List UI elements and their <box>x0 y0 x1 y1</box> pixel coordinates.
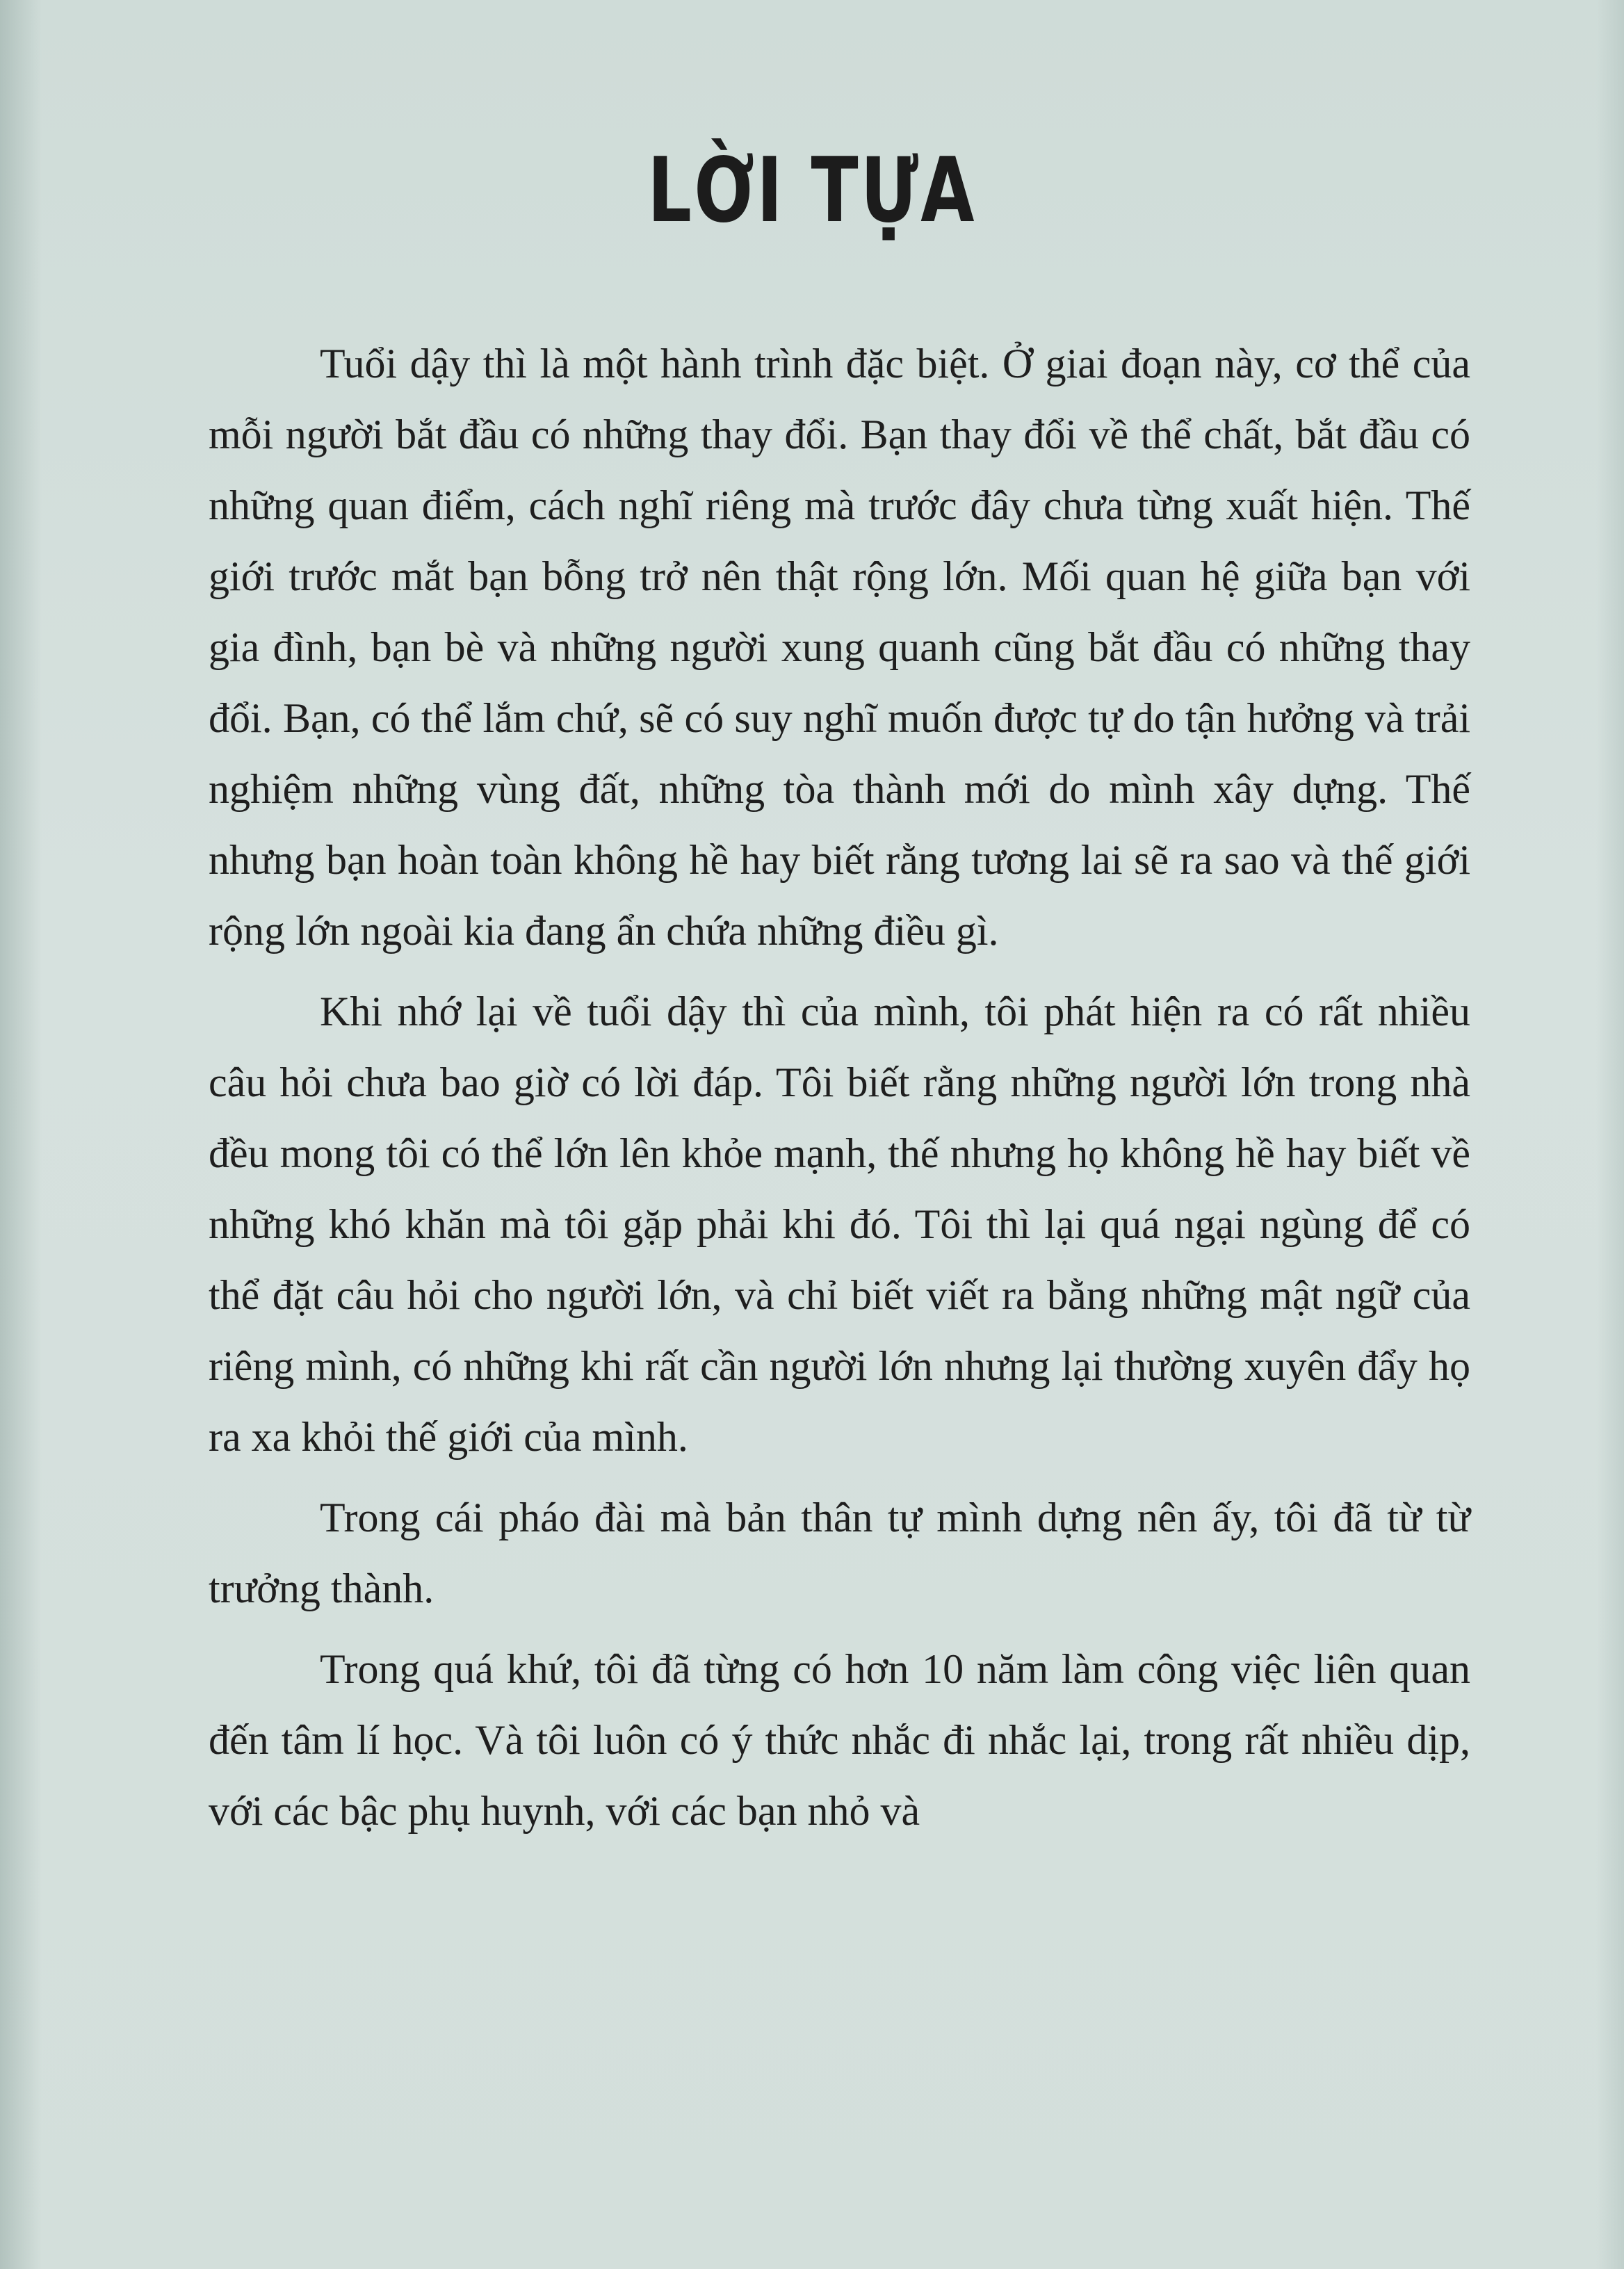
paragraph-4: Trong quá khứ, tôi đã từng có hơn 10 năm làm công việc liên quan đến tâm lí học. Và tôi luôn có ý thức nhắc đi nhắc lại, trong rất nhiều dịp, với các bậc phụ huynh, với các bạn nhỏ và <box>209 1646 1470 1834</box>
paragraph-1: Tuổi dậy thì là một hành trình đặc biệt. Ở giai đoạn này, cơ thể của mỗi người bắt đầu có những thay đổi. Bạn thay đổi về thể chất, bắt đầu có những quan điểm, cách nghĩ riêng mà trước đây chưa từng xuất hiện. Thế giới trước mắt bạn bỗng trở nên thật rộng lớn. Mối quan hệ giữa bạn với gia đình, bạn bè và những người xung quanh cũng bắt đầu có những thay đổi. Bạn, có thể lắm chứ, sẽ có suy nghĩ muốn được tự do tận hưởng và trải nghiệm những vùng đất, những tòa thành mới do mình xây dựng. Thế nhưng bạn hoàn toàn không hề hay biết rằng tương lai sẽ ra sao và thế giới rộng lớn ngoài kia đang ẩn chứa những điều gì. <box>209 341 1470 954</box>
preface-body <box>209 328 1470 1856</box>
paragraph-2: Khi nhớ lại về tuổi dậy thì của mình, tôi phát hiện ra có rất nhiều câu hỏi chưa bao giờ có lời đáp. Tôi biết rằng những người lớn trong nhà đều mong tôi có thể lớn lên khỏe mạnh, thế nhưng họ không hề hay biết về những khó khăn mà tôi gặp phải khi đó. Tôi thì lại quá ngại ngùng để có thể đặt câu hỏi cho người lớn, và chỉ biết viết ra bằng những mật ngữ của riêng mình, có những khi rất cần người lớn nhưng lại thường xuyên đẩy họ ra xa khỏi thế giới của mình. <box>209 989 1470 1460</box>
page-title: LỜI TỰA <box>647 139 977 243</box>
paragraph-3: Trong cái pháo đài mà bản thân tự mình dựng nên ấy, tôi đã từ từ trưởng thành. <box>209 1495 1470 1611</box>
